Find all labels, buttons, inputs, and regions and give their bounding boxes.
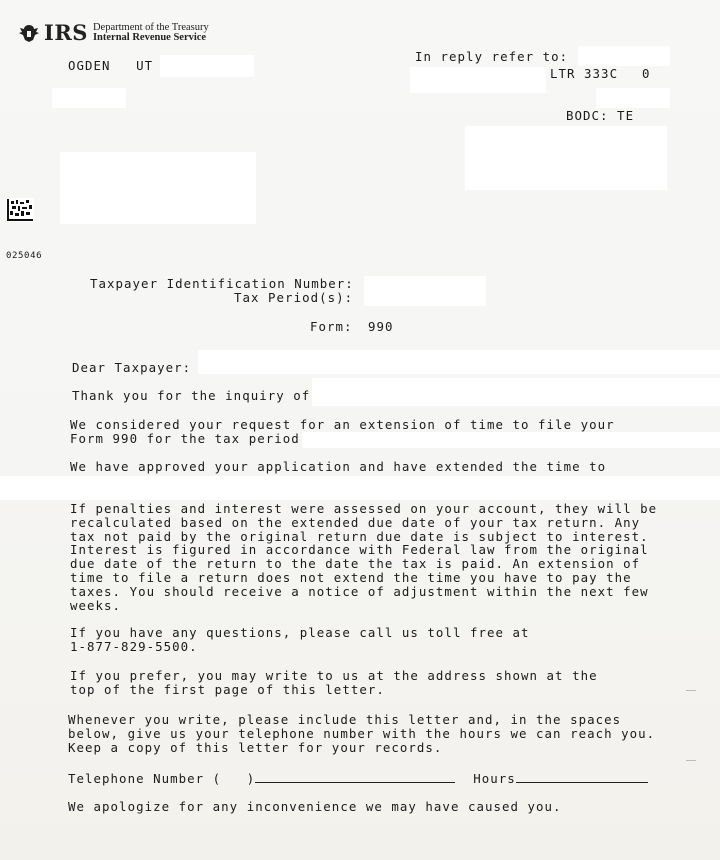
hours-blank	[516, 772, 648, 783]
redaction-block	[578, 46, 670, 66]
redaction-block	[0, 476, 720, 500]
text-line: Keep a copy of this letter for your records.	[68, 739, 443, 755]
telephone-number-blank	[255, 772, 455, 783]
redaction-block	[198, 350, 720, 374]
penalties-paragraph	[70, 502, 670, 612]
address-redaction	[465, 126, 667, 190]
redaction-block	[312, 378, 720, 406]
tin-redaction	[364, 276, 486, 306]
text-line: Interest is figured in accordance with Federal law from the original	[70, 542, 649, 558]
text-line: weeks.	[70, 597, 122, 613]
barcode-number: 025046	[6, 251, 43, 261]
text-line: time to file a return does not extend the time you have to pay the	[70, 569, 632, 585]
text-line: If you prefer, you may write to us at the address shown at the	[70, 668, 598, 683]
eagle-icon	[18, 23, 40, 43]
tax-period-label: Tax Period(s):	[234, 290, 354, 305]
closing-sentence: We apologize for any inconvenience we may have caused you.	[68, 799, 562, 814]
fold-mark	[686, 690, 696, 691]
department-name	[93, 23, 209, 43]
form-value: 990	[368, 319, 394, 334]
tin-label: Taxpayer Identification Number:	[90, 276, 354, 291]
letter-code: LTR 333C	[550, 66, 619, 81]
fold-mark	[686, 760, 696, 761]
text-line: recalculated based on the extended due date of your tax return. Any	[70, 514, 641, 530]
redaction-block	[160, 55, 254, 77]
redaction-block	[410, 67, 546, 93]
records-paragraph	[68, 713, 668, 754]
text-line: below, give us your telephone number with the hours we can reach you.	[68, 725, 656, 741]
contact-paragraph	[70, 626, 670, 654]
dept-line-2: Internal Revenue Service	[92, 31, 207, 43]
telephone-label: Telephone Number ( )	[68, 771, 256, 786]
text-line: We considered your request for an extension of time to file your	[70, 417, 615, 432]
text-line: tax not paid by the original return due date is subject to interest.	[70, 528, 649, 544]
dept-line-1: Department of the Treasury	[92, 21, 209, 33]
reply-refer-label: In reply refer to:	[415, 49, 569, 64]
address-redaction	[60, 152, 256, 224]
text-line: If penalties and interest were assessed on your account, they will be	[70, 501, 658, 516]
form-label: Form:	[310, 319, 353, 334]
text-line: due date of the return to the date the tax is paid. An extension of	[70, 556, 641, 572]
greeting: Dear Taxpayer:	[72, 360, 192, 375]
text-line: If you have any questions, please call us toll free at	[70, 625, 530, 640]
hours-label: Hours	[473, 771, 516, 786]
write-paragraph	[70, 669, 670, 697]
inquiry-sentence: Thank you for the inquiry of	[72, 388, 311, 403]
text-line: Whenever you write, please include this letter and, in the spaces	[68, 712, 622, 727]
irs-logo	[18, 20, 209, 45]
text-line: Form 990 for the tax period	[70, 430, 300, 446]
irs-wordmark: IRS	[44, 20, 88, 45]
letter-code-suffix: 0	[642, 66, 651, 81]
barcode-icon	[6, 198, 34, 222]
text-line: taxes. You should receive a notice of adjustment within the next few	[70, 583, 649, 599]
sender-city-state: OGDEN UT	[68, 58, 154, 73]
approval-sentence: We have approved your application and have extended the time to	[70, 459, 607, 474]
phone-hours-row	[68, 768, 648, 787]
redaction-block	[302, 432, 720, 448]
redaction-block	[596, 88, 670, 108]
toll-free-number: 1-877-829-5500.	[70, 638, 198, 654]
redaction-block	[52, 88, 126, 108]
text-line: top of the first page of this letter.	[70, 681, 385, 697]
bodc-code: BODC: TE	[566, 108, 635, 123]
